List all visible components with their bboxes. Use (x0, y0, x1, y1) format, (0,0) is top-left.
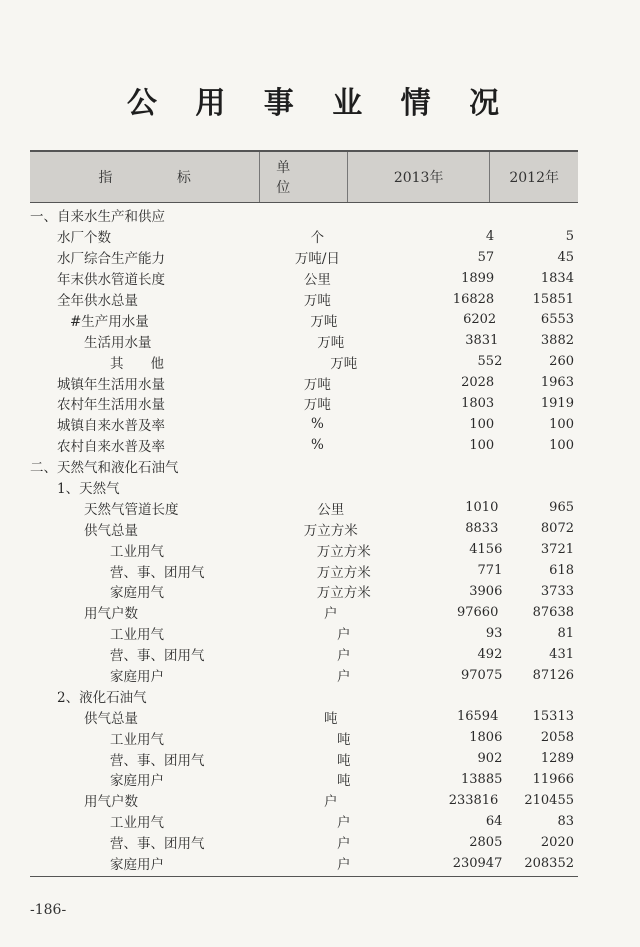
row-indicator: 家庭用户 (110, 773, 164, 790)
table-row (30, 497, 578, 518)
row-value-2013: 16828 (452, 291, 495, 307)
row-value-2012: 11966 (532, 771, 574, 787)
header-year-2013: 2013年 (347, 152, 489, 202)
row-unit: 户 (336, 669, 351, 686)
row-value-2012: 15313 (532, 709, 574, 725)
row-value-2012: 100 (549, 416, 574, 432)
row-indicator: 营、事、团用气 (110, 836, 205, 853)
row-value-2012: 100 (549, 437, 574, 453)
table-row (30, 330, 578, 351)
row-value-2012: 965 (549, 500, 574, 516)
row-unit: 万吨 (303, 376, 331, 393)
row-indicator: 二、天然气和液化石油气 (30, 460, 179, 477)
row-value-2012: 1963 (540, 375, 574, 391)
table-row (30, 247, 578, 268)
row-value-2013: 1010 (465, 500, 499, 516)
row-indicator: 用气户数 (84, 794, 138, 811)
row-value-2013: 3831 (465, 333, 499, 349)
row-indicator: 农村年生活用水量 (57, 397, 165, 414)
table-row (30, 748, 578, 769)
row-indicator: 工业用气 (110, 543, 164, 560)
row-value-2012: 8072 (540, 521, 574, 537)
row-unit: 万立方米 (316, 543, 371, 560)
row-value-2013: 1899 (461, 270, 495, 286)
table-row (30, 853, 578, 874)
row-value-2013: 100 (469, 437, 495, 453)
row-value-2012: 2058 (540, 730, 574, 746)
row-unit: 万立方米 (303, 522, 358, 539)
row-value-2012: 431 (549, 646, 574, 662)
table-row (30, 289, 578, 310)
table-row (30, 309, 578, 330)
row-indicator: 供气总量 (84, 710, 138, 727)
row-indicator: 水厂个数 (57, 230, 111, 247)
row-value-2012: 15851 (532, 291, 574, 307)
row-value-2012: 260 (549, 354, 574, 370)
row-value-2013: 57 (477, 249, 495, 265)
row-indicator: 2、液化石油气 (57, 689, 147, 706)
row-indicator: 工业用气 (110, 731, 164, 748)
row-value-2013: 230947 (452, 855, 503, 871)
header-indicator: 指 标 (98, 170, 221, 186)
row-value-2013: 16594 (456, 709, 499, 725)
table-row (30, 665, 578, 686)
row-value-2013: 771 (477, 563, 503, 579)
table-row (30, 539, 578, 560)
row-unit: 吨 (324, 710, 338, 727)
row-unit: 吨 (336, 731, 351, 748)
row-indicator: 营、事、团用气 (110, 752, 205, 769)
row-unit: 万吨 (317, 334, 345, 351)
row-indicator: 1、天然气 (57, 481, 120, 498)
header-year-2012: 2012年 (489, 152, 578, 202)
table-row (30, 685, 578, 706)
row-value-2012: 81 (557, 625, 574, 641)
row-indicator: 城镇自来水普及率 (57, 418, 165, 435)
row-unit: 公里 (303, 272, 331, 289)
table-row (30, 435, 578, 456)
row-unit: 户 (336, 815, 351, 832)
row-value-2012: 1919 (540, 395, 574, 411)
row-value-2012: 87638 (532, 604, 574, 620)
row-value-2012: 3882 (540, 333, 574, 349)
row-value-2012: 6553 (540, 312, 575, 328)
row-value-2012: 3733 (540, 583, 574, 599)
row-indicator: 营、事、团用气 (110, 648, 205, 665)
row-unit: 户 (336, 627, 351, 644)
row-value-2012: 618 (549, 563, 574, 579)
row-indicator: 城镇年生活用水量 (57, 376, 165, 393)
row-unit: 万吨 (303, 397, 331, 414)
table-row (30, 372, 578, 393)
table-row (30, 351, 578, 372)
row-unit: 公里 (317, 501, 345, 518)
row-indicator: 家庭用气 (110, 585, 164, 602)
table-row (30, 393, 578, 414)
table-row (30, 811, 578, 832)
table-row (30, 205, 578, 226)
row-value-2013: 552 (477, 354, 503, 370)
table-row (30, 706, 578, 727)
table-row (30, 268, 578, 289)
table-row (30, 623, 578, 644)
row-unit: 户 (336, 836, 351, 853)
table-row (30, 727, 578, 748)
page-title: 公 用 事 业 情 况 (126, 86, 514, 121)
row-indicator: 天然气管道长度 (84, 501, 179, 518)
table-row (30, 790, 578, 811)
row-indicator: 工业用气 (110, 815, 164, 832)
row-indicator: 用气户数 (84, 606, 138, 623)
row-value-2012: 87126 (532, 667, 574, 683)
row-value-2013: 97660 (456, 604, 499, 620)
row-indicator: 家庭用户 (110, 669, 164, 686)
row-value-2012: 45 (557, 249, 574, 265)
row-unit: 万吨/日 (294, 251, 340, 268)
row-unit: 万立方米 (316, 585, 371, 602)
stats-table (30, 150, 578, 877)
row-value-2013: 93 (485, 625, 503, 641)
table-row (30, 769, 578, 790)
row-unit: % (310, 416, 324, 433)
row-value-2013: 233816 (448, 792, 499, 808)
row-indicator: 供气总量 (84, 522, 138, 539)
row-unit: 户 (336, 857, 351, 874)
row-indicator: #生产用水量 (70, 313, 149, 330)
row-value-2013: 3906 (469, 583, 503, 599)
row-value-2013: 6202 (463, 312, 497, 328)
row-indicator: 家庭用户 (110, 857, 164, 874)
table-row (30, 581, 578, 602)
row-value-2013: 2805 (469, 834, 503, 850)
table-body (30, 203, 578, 877)
row-value-2012: 2020 (540, 834, 574, 850)
row-value-2012: 83 (557, 813, 574, 829)
row-indicator: 生活用水量 (84, 334, 152, 351)
row-indicator: 工业用气 (110, 627, 164, 644)
page-number: -186- (30, 902, 67, 918)
table-row (30, 477, 578, 498)
row-value-2012: 208352 (524, 855, 574, 871)
row-value-2012: 5 (565, 228, 574, 244)
row-unit: 吨 (336, 773, 351, 790)
row-value-2013: 902 (477, 751, 503, 767)
row-value-2013: 8833 (465, 521, 499, 537)
table-row (30, 602, 578, 623)
row-value-2012: 210455 (524, 792, 574, 808)
row-value-2012: 3721 (540, 542, 574, 558)
row-value-2013: 4 (485, 228, 495, 244)
row-value-2013: 100 (469, 416, 495, 432)
row-unit: 吨 (336, 752, 351, 769)
row-value-2013: 2028 (461, 375, 495, 391)
row-unit: 万吨 (310, 313, 338, 330)
row-value-2013: 1803 (461, 395, 495, 411)
row-unit: 户 (324, 606, 338, 623)
row-indicator: 一、自来水生产和供应 (30, 209, 165, 226)
row-value-2013: 13885 (461, 771, 503, 787)
row-unit: 户 (324, 794, 338, 811)
table-row (30, 644, 578, 665)
table-row (30, 226, 578, 247)
table-row (30, 414, 578, 435)
row-indicator: 农村自来水普及率 (57, 439, 165, 456)
table-row (30, 560, 578, 581)
row-indicator: 水厂综合生产能力 (57, 251, 165, 268)
row-unit: % (310, 437, 324, 454)
row-value-2013: 492 (477, 646, 503, 662)
row-value-2013: 4156 (469, 542, 503, 558)
row-unit: 万吨 (303, 293, 331, 309)
row-indicator: 全年供水总量 (57, 293, 138, 309)
table-row (30, 832, 578, 853)
row-unit: 万吨 (330, 355, 358, 372)
row-unit: 万立方米 (316, 564, 371, 581)
row-unit: 户 (336, 648, 351, 665)
row-value-2012: 1834 (540, 270, 574, 286)
row-indicator: 年末供水管道长度 (57, 272, 165, 289)
table-row (30, 456, 578, 477)
header-unit: 单 位 (259, 152, 347, 202)
row-value-2013: 64 (485, 813, 503, 829)
table-header (30, 150, 578, 203)
row-value-2013: 1806 (469, 730, 503, 746)
table-row (30, 518, 578, 539)
row-unit: 个 (310, 230, 325, 247)
row-indicator: 其 他 (110, 355, 164, 372)
row-value-2012: 1289 (540, 751, 574, 767)
row-indicator: 营、事、团用气 (110, 564, 205, 581)
row-value-2013: 97075 (461, 667, 503, 683)
